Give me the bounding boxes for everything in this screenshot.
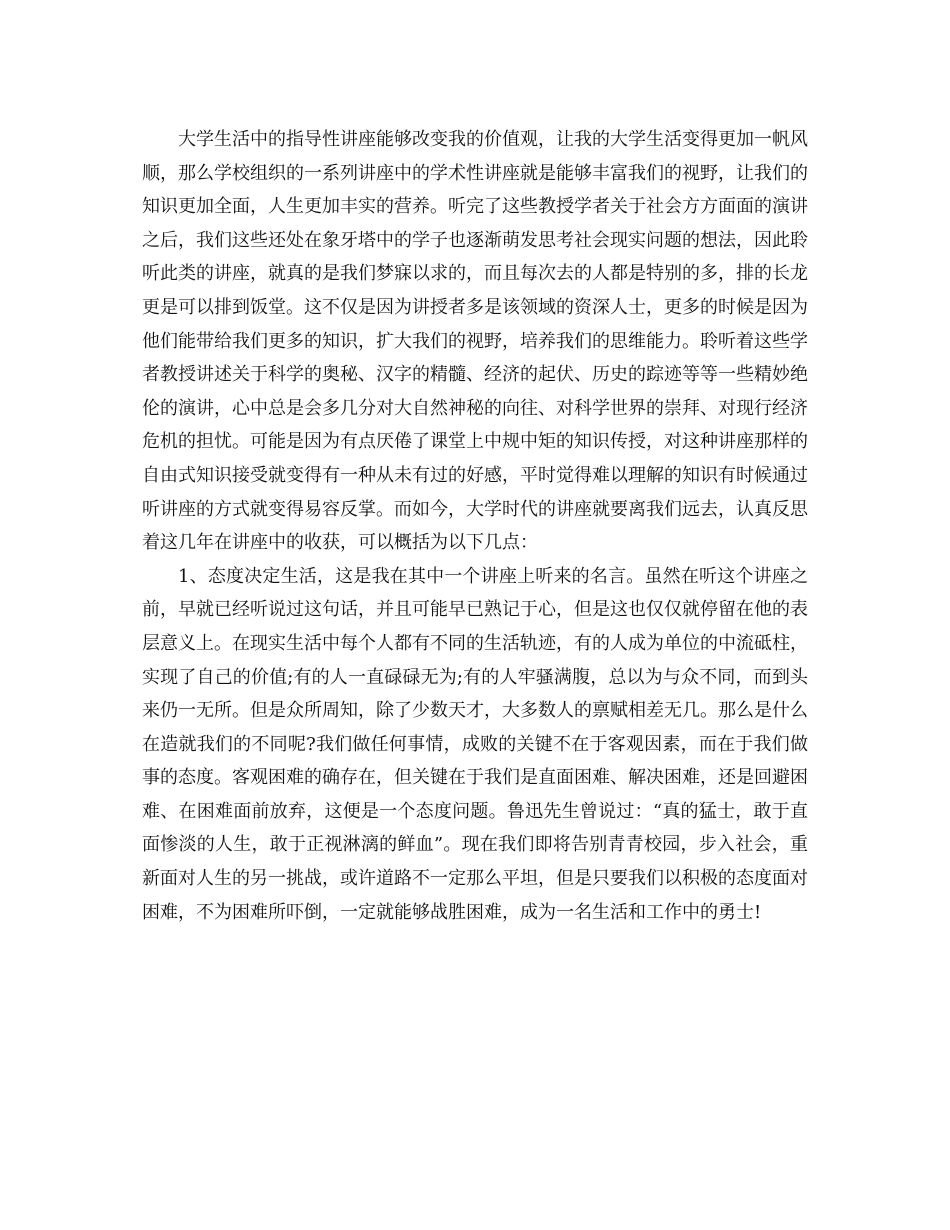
paragraph-lectures-reflection: 大学生活中的指导性讲座能够改变我的价值观，让我的大学生活变得更加一帆风顺，那么学校组织的一系列讲座中的学术性讲座就是能够丰富我们的视野，让我们的知识更加全面，人生更加丰实的营养。听完了这些教授学者关于社会方方面面的演讲之后，我们这些还处在象牙塔中的学子也逐渐萌发思考社会现实问题的想法，因此聆听此类的讲座，就真的是我们梦寐以求的，而且每次去的人都是特别的多，排的长龙更是可以排到饭堂。这不仅是因为讲授者多是该领域的资深人士，更多的时候是因为他们能带给我们更多的知识，扩大我们的视野，培养我们的思维能力。聆听着这些学者教授讲述关于科学的奥秘、汉字的精髓、经济的起伏、历史的踪迹等等一些精妙绝伦的演讲，心中总是会多几分对大自然神秘的向往、对科学世界的崇拜、对现行经济危机的担忧。可能是因为有点厌倦了课堂上中规中矩的知识传授，对这种讲座那样的自由式知识接受就变得有一种从未有过的好感，平时觉得难以理解的知识有时候通过听讲座的方式就变得易容反掌。而如今，大学时代的讲座就要离我们远去，认真反思着这几年在讲座中的收获，可以概括为以下几点： bbox=[142, 129, 808, 554]
paragraph-attitude-determines-life: 1、态度决定生活，这是我在其中一个讲座上听来的名言。虽然在听这个讲座之前，早就已经听说过这句话，并且可能早已熟记于心，但是这也仅仅就停留在他的表层意义上。在现实生活中每个人都有不同的生活轨迹，有的人成为单位的中流砥柱，实现了自己的价值;有的人一直碌碌无为;有的人牢骚满腹，总以为与众不同，而到头来仍一无所。但是众所周知，除了少数天才，大多数人的禀赋相差无几。那么是什么在造就我们的不同呢?我们做任何事情，成败的关键不在于客观因素，而在于我们做事的态度。客观困难的确存在，但关键在于我们是直面困难、解决困难，还是回避困难、在困难面前放弃，这便是一个态度问题。鲁迅先生曾说过：“真的猛士，敢于直面惨淡的人生，敢于正视淋漓的鲜血”。现在我们即将告别青青校园，步入社会，重新面对人生的另一挑战，或许道路不一定那么平坦，但是只要我们以积极的态度面对困难，不为困难所吓倒，一定就能够战胜困难，成为一名生活和工作中的勇士! bbox=[142, 565, 808, 923]
document-body bbox=[142, 123, 808, 929]
